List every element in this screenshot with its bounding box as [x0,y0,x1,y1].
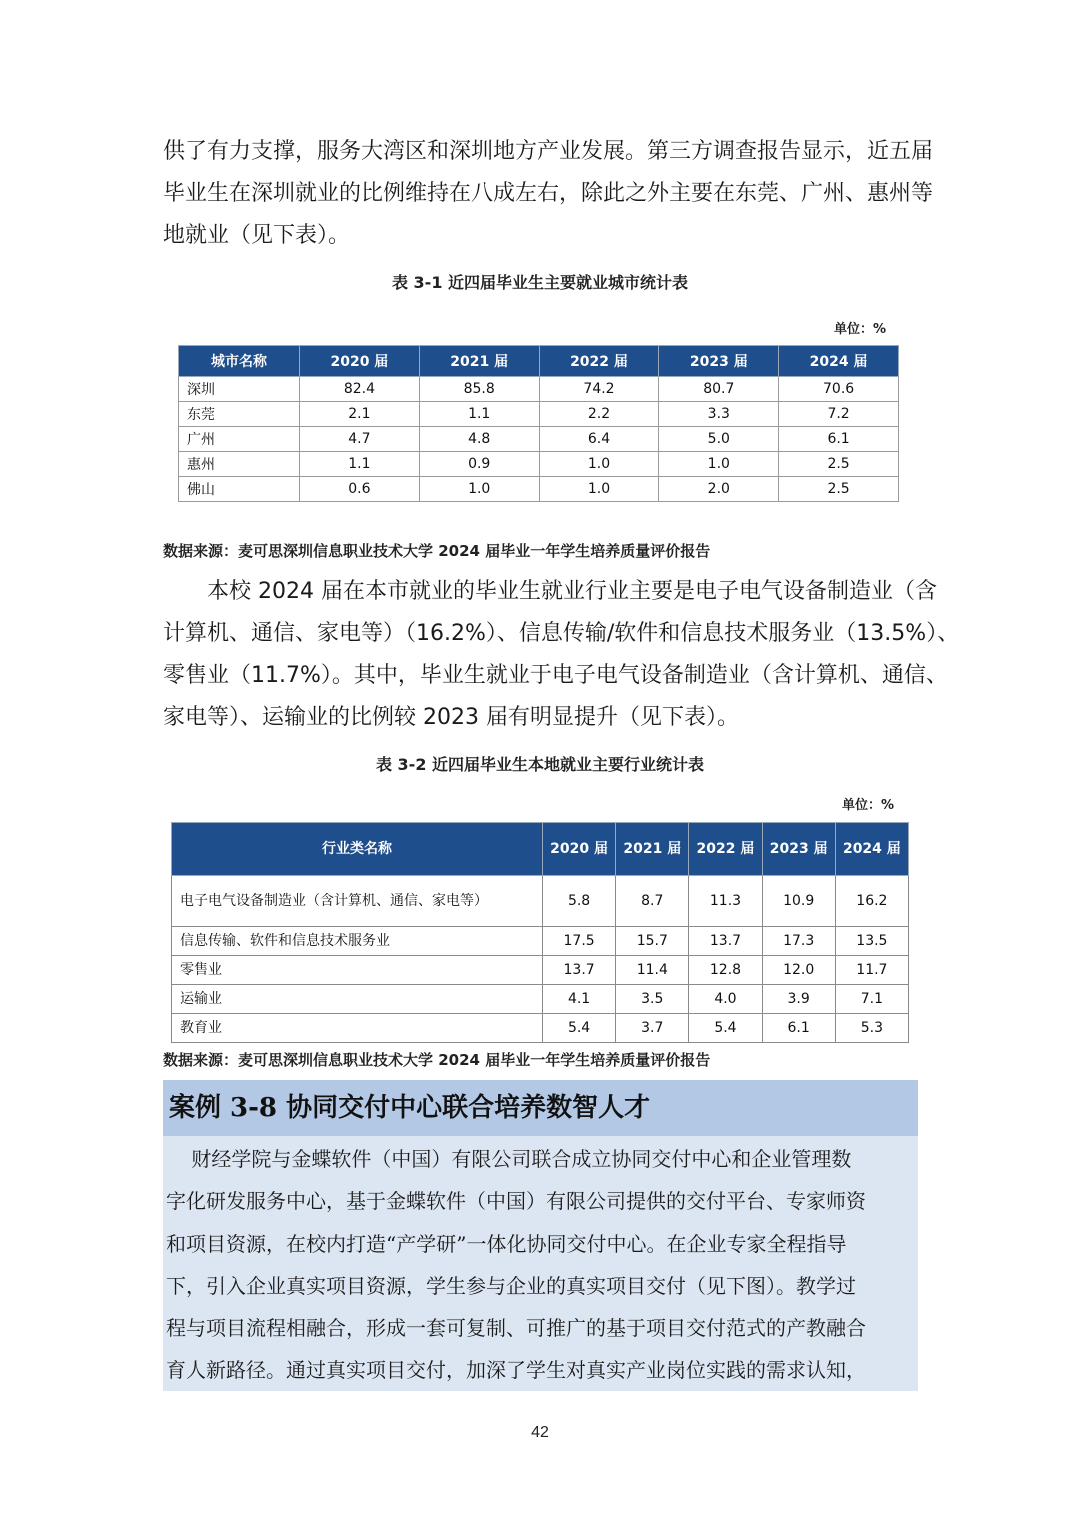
header-cell: 2022 届 [689,823,762,876]
intro-line: 供了有力支撑，服务大湾区和深圳地方产业发展。第三方调查报告显示，近五届 [163,139,934,164]
industry-cell: 电子电气设备制造业（含计算机、通信、家电等） [172,876,543,927]
value-cell: 82.4 [300,377,420,402]
value-cell: 0.9 [419,452,539,477]
paragraph-line: 零售业（11.7%）。其中，毕业生就业于电子电气设备制造业（含计算机、通信、 [163,663,948,688]
table-header-row [179,346,899,377]
value-cell: 5.8 [543,876,616,927]
value-cell: 16.2 [835,876,908,927]
city-cell: 广州 [179,427,300,452]
industry-cell: 运输业 [172,985,543,1014]
value-cell: 15.7 [616,927,689,956]
header-cell: 城市名称 [179,346,300,377]
header-cell: 2021 届 [616,823,689,876]
page-number: 42 [531,1424,549,1441]
city-cell: 深圳 [179,377,300,402]
table-row [172,956,909,985]
value-cell: 80.7 [659,377,779,402]
value-cell: 6.1 [779,427,899,452]
value-cell: 4.8 [419,427,539,452]
value-cell: 4.1 [543,985,616,1014]
value-cell: 10.9 [762,876,835,927]
header-cell: 2024 届 [779,346,899,377]
city-cell: 惠州 [179,452,300,477]
case-line: 和项目资源，在校内打造“产学研”一体化协同交付中心。在企业专家全程指导 [166,1231,847,1256]
case-text [166,1138,916,1392]
paragraph-line: 家电等）、运输业的比例较 2023 届有明显提升（见下表）。 [163,705,739,730]
header-cell: 2023 届 [762,823,835,876]
value-cell: 4.7 [300,427,420,452]
header-cell: 行业类名称 [172,823,543,876]
table-row [172,927,909,956]
intro-line: 毕业生在深圳就业的比例维持在八成左右，除此之外主要在东莞、广州、惠州等 [163,181,934,206]
table-header-row [172,823,909,876]
case-line: 程与项目流程相融合，形成一套可复制、可推广的基于项目交付范式的产教融合 [166,1316,866,1341]
paragraph-line: 本校 2024 届在本市就业的毕业生就业行业主要是电子电气设备制造业（含 [207,579,937,604]
value-cell: 1.0 [659,452,779,477]
industry-cell: 零售业 [172,956,543,985]
value-cell: 5.0 [659,427,779,452]
industry-cell: 信息传输、软件和信息技术服务业 [172,927,543,956]
value-cell: 17.3 [762,927,835,956]
value-cell: 1.1 [300,452,420,477]
table-row [172,876,909,927]
intro-line: 地就业（见下表）。 [163,223,351,248]
header-cell: 2020 届 [543,823,616,876]
value-cell: 1.0 [539,452,659,477]
value-cell: 2.2 [539,402,659,427]
industry-cell: 教育业 [172,1014,543,1043]
value-cell: 3.7 [616,1014,689,1043]
table1-caption: 表 3-1 近四届毕业生主要就业城市统计表 [391,273,689,292]
value-cell: 7.2 [779,402,899,427]
value-cell: 1.0 [419,477,539,502]
value-cell: 5.3 [835,1014,908,1043]
value-cell: 13.5 [835,927,908,956]
value-cell: 2.5 [779,452,899,477]
case-line: 下，引入企业真实项目资源，学生参与企业的真实项目交付（见下图）。教学过 [166,1273,856,1298]
table-row [179,427,899,452]
city-employment-table [178,345,899,502]
table-row [179,377,899,402]
value-cell: 74.2 [539,377,659,402]
value-cell: 5.4 [543,1014,616,1043]
industry-employment-table [171,822,909,1043]
value-cell: 13.7 [543,956,616,985]
value-cell: 1.0 [539,477,659,502]
city-cell: 东莞 [179,402,300,427]
value-cell: 2.5 [779,477,899,502]
value-cell: 11.7 [835,956,908,985]
value-cell: 8.7 [616,876,689,927]
value-cell: 13.7 [689,927,762,956]
header-cell: 2021 届 [419,346,539,377]
table1-unit: 单位：% [834,322,887,337]
table2-caption: 表 3-2 近四届毕业生本地就业主要行业统计表 [375,755,705,774]
case-line: 财经学院与金蝶软件（中国）有限公司联合成立协同交付中心和企业管理数 [166,1147,852,1171]
paragraph-line: 计算机、通信、家电等）（16.2%）、信息传输/软件和信息技术服务业（13.5%）、 [163,621,960,646]
table1-source: 数据来源：麦可思深圳信息职业技术大学 2024 届毕业一年学生培养质量评价报告 [163,542,711,560]
intro-paragraph [163,131,934,257]
value-cell: 0.6 [300,477,420,502]
value-cell: 3.3 [659,402,779,427]
header-cell: 2022 届 [539,346,659,377]
value-cell: 7.1 [835,985,908,1014]
value-cell: 12.0 [762,956,835,985]
industry-paragraph [163,571,960,739]
value-cell: 5.4 [689,1014,762,1043]
value-cell: 12.8 [689,956,762,985]
value-cell: 2.0 [659,477,779,502]
case-title: 案例 3-8 协同交付中心联合培养数智人才 [163,1080,918,1136]
value-cell: 1.1 [419,402,539,427]
table-row [179,477,899,502]
city-cell: 佛山 [179,477,300,502]
value-cell: 2.1 [300,402,420,427]
header-cell: 2023 届 [659,346,779,377]
value-cell: 4.0 [689,985,762,1014]
value-cell: 6.1 [762,1014,835,1043]
value-cell: 70.6 [779,377,899,402]
value-cell: 85.8 [419,377,539,402]
case-line: 字化研发服务中心，基于金蝶软件（中国）有限公司提供的交付平台、专家师资 [166,1189,866,1214]
table-row [172,985,909,1014]
table-row [179,452,899,477]
value-cell: 3.9 [762,985,835,1014]
value-cell: 11.4 [616,956,689,985]
header-cell: 2024 届 [835,823,908,876]
table2-source: 数据来源：麦可思深圳信息职业技术大学 2024 届毕业一年学生培养质量评价报告 [163,1051,711,1069]
header-cell: 2020 届 [300,346,420,377]
value-cell: 17.5 [543,927,616,956]
value-cell: 11.3 [689,876,762,927]
case-line: 育人新路径。通过真实项目交付，加深了学生对真实产业岗位实践的需求认知， [166,1358,866,1383]
table2-unit: 单位：% [842,798,895,813]
table-row [179,402,899,427]
table-row [172,1014,909,1043]
value-cell: 3.5 [616,985,689,1014]
value-cell: 6.4 [539,427,659,452]
